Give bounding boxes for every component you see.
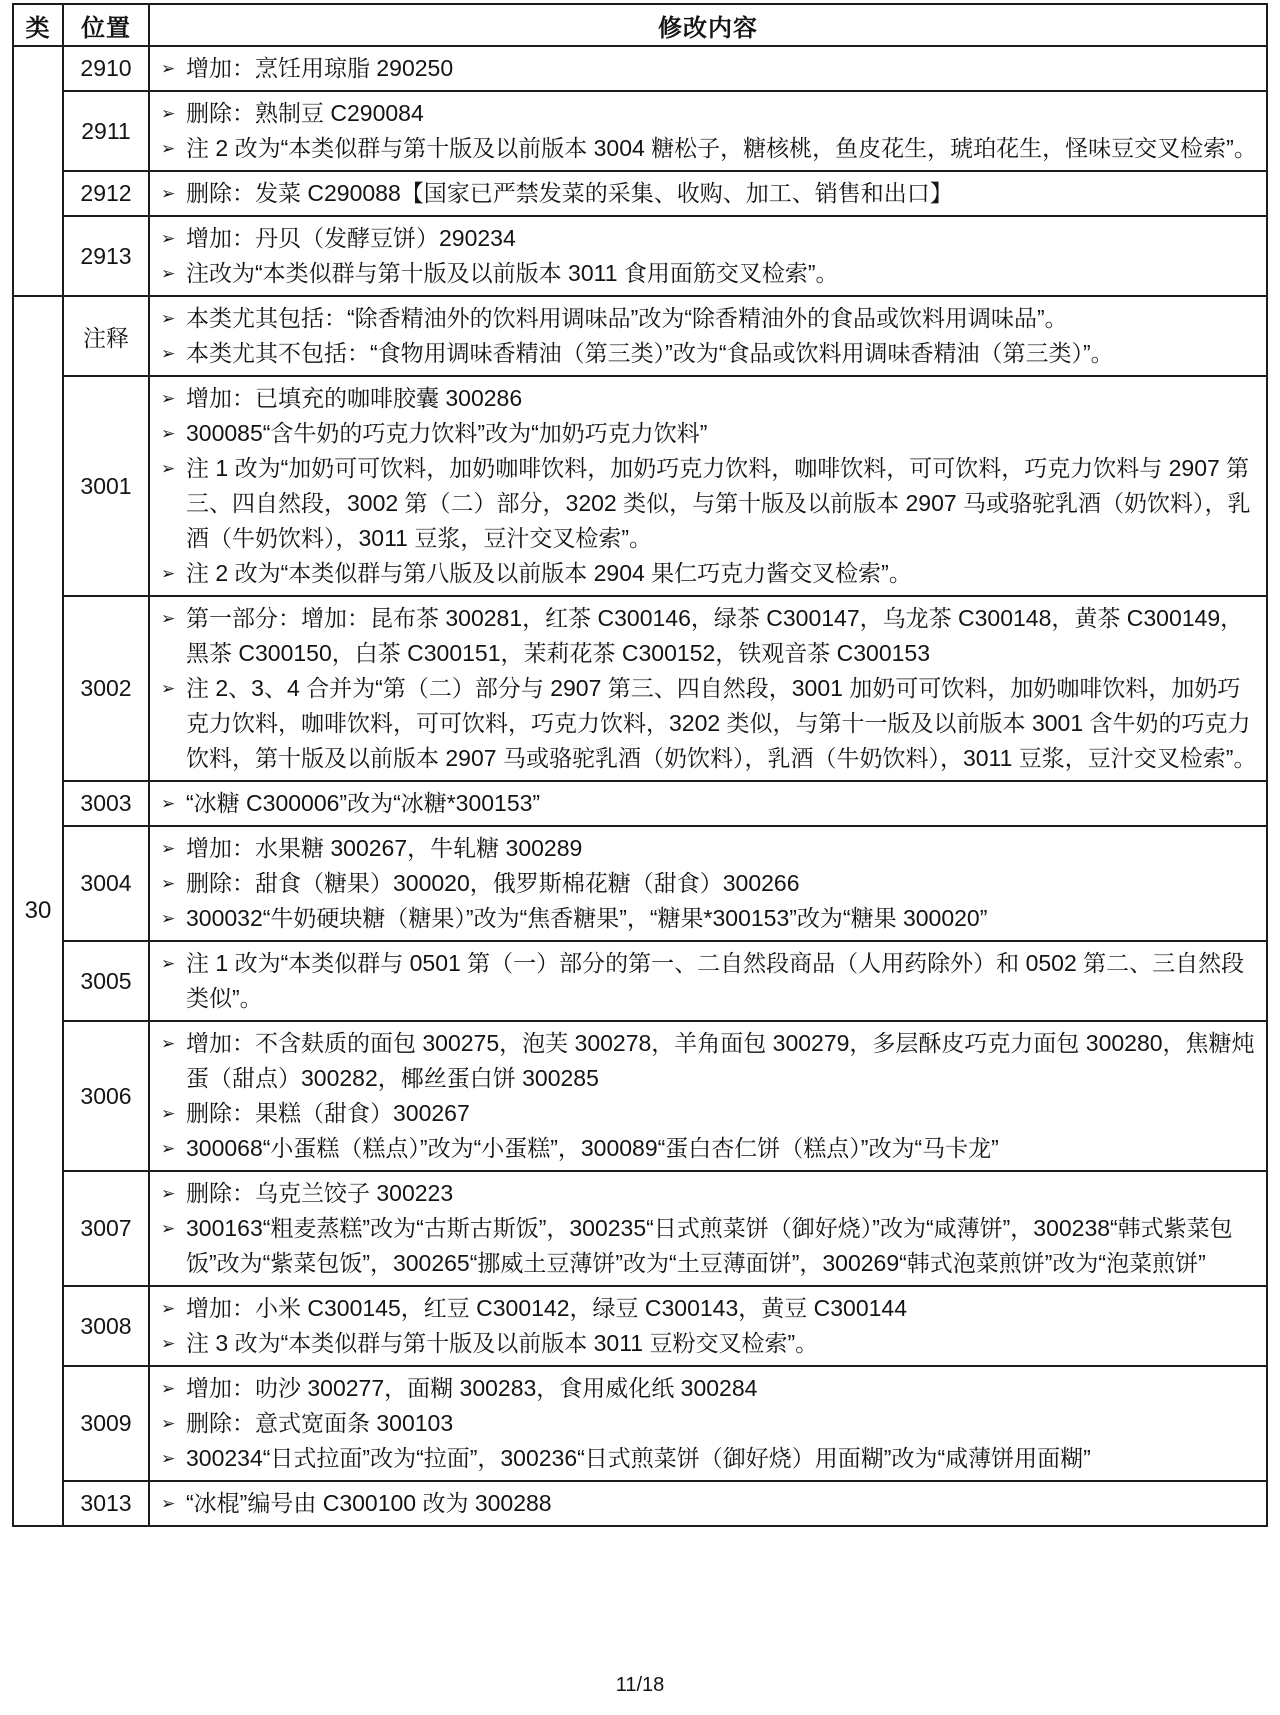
arrow-bullet-icon: ➢: [161, 459, 176, 478]
modification-item: [158, 381, 1258, 416]
modification-item: [158, 96, 1258, 131]
arrow-bullet-icon: ➢: [161, 954, 176, 973]
position-cell: 3005: [63, 941, 149, 1021]
modification-text: 增加：丹贝（发酵豆饼）290234: [186, 225, 516, 251]
arrow-bullet-icon: ➢: [161, 1139, 176, 1158]
table-row: [13, 1481, 1267, 1526]
modification-item: [158, 1441, 1258, 1476]
modification-text: 300068“小蛋糕（糕点）”改为“小蛋糕”，300089“蛋白杏仁饼（糕点）”改为“马卡龙”: [186, 1135, 999, 1161]
arrow-bullet-icon: ➢: [161, 309, 176, 328]
position-cell: 2913: [63, 216, 149, 296]
table-row: [13, 596, 1267, 781]
modification-item: [158, 1211, 1258, 1281]
position-cell: 3007: [63, 1171, 149, 1286]
position-cell: 3006: [63, 1021, 149, 1171]
table-row: [13, 1171, 1267, 1286]
position-cell: 3008: [63, 1286, 149, 1366]
modification-item: [158, 831, 1258, 866]
table-header: [13, 4, 1267, 46]
position-cell: 注释: [63, 296, 149, 376]
arrow-bullet-icon: ➢: [161, 794, 176, 813]
modification-item: [158, 1406, 1258, 1441]
arrow-bullet-icon: ➢: [161, 679, 176, 698]
arrow-bullet-icon: ➢: [161, 1034, 176, 1053]
arrow-bullet-icon: ➢: [161, 1219, 176, 1238]
modification-item: [158, 1026, 1258, 1096]
position-cell: 3009: [63, 1366, 149, 1481]
modification-text: 删除：意式宽面条 300103: [186, 1410, 454, 1436]
arrow-bullet-icon: ➢: [161, 59, 176, 78]
modification-text: 删除：乌克兰饺子 300223: [186, 1180, 454, 1206]
col-header-content: 修改内容: [149, 4, 1267, 46]
table-row: [13, 171, 1267, 216]
content-cell: [149, 216, 1267, 296]
modification-text: 删除：甜食（糖果）300020，俄罗斯棉花糖（甜食）300266: [186, 870, 800, 896]
modification-item: [158, 131, 1258, 166]
arrow-bullet-icon: ➢: [161, 104, 176, 123]
modification-item: [158, 601, 1258, 671]
arrow-bullet-icon: ➢: [161, 609, 176, 628]
modification-item: [158, 901, 1258, 936]
position-cell: 3002: [63, 596, 149, 781]
modification-item: [158, 416, 1258, 451]
page-number: 11/18: [615, 1674, 665, 1696]
modification-item: [158, 946, 1258, 1016]
arrow-bullet-icon: ➢: [161, 909, 176, 928]
modification-item: [158, 1371, 1258, 1406]
content-cell: [149, 1021, 1267, 1171]
modification-text: 本类尤其不包括：“食物用调味香精油（第三类）”改为“食品或饮料用调味香精油（第三类）”。: [186, 340, 1114, 366]
modification-item: [158, 866, 1258, 901]
modification-item: [158, 1486, 1258, 1521]
position-cell: 3004: [63, 826, 149, 941]
table-row: [13, 91, 1267, 171]
modification-text: 注改为“本类似群与第十版及以前版本 3011 食用面筋交叉检索”。: [186, 260, 839, 286]
content-cell: [149, 941, 1267, 1021]
arrow-bullet-icon: ➢: [161, 564, 176, 583]
modification-text: 注 2 改为“本类似群与第十版及以前版本 3004 糖松子，糖核桃，鱼皮花生，琥珀花生，怪味豆交叉检索”。: [186, 135, 1257, 161]
content-cell: [149, 46, 1267, 91]
arrow-bullet-icon: ➢: [161, 264, 176, 283]
modification-text: 300085“含牛奶的巧克力饮料”改为“加奶巧克力饮料”: [186, 420, 708, 446]
arrow-bullet-icon: ➢: [161, 1449, 176, 1468]
arrow-bullet-icon: ➢: [161, 344, 176, 363]
position-cell: 3001: [63, 376, 149, 596]
arrow-bullet-icon: ➢: [161, 1104, 176, 1123]
modification-item: [158, 1096, 1258, 1131]
arrow-bullet-icon: ➢: [161, 1184, 176, 1203]
arrow-bullet-icon: ➢: [161, 1414, 176, 1433]
table-row: [13, 376, 1267, 596]
arrow-bullet-icon: ➢: [161, 1334, 176, 1353]
content-cell: [149, 91, 1267, 171]
modification-item: [158, 451, 1258, 556]
col-header-position: 位置: [63, 4, 149, 46]
modification-text: 增加：水果糖 300267，牛轧糖 300289: [186, 835, 583, 861]
content-cell: [149, 1366, 1267, 1481]
arrow-bullet-icon: ➢: [161, 874, 176, 893]
table-row: [13, 1021, 1267, 1171]
modification-item: [158, 176, 1258, 211]
position-cell: 2910: [63, 46, 149, 91]
modification-text: “冰糖 C300006”改为“冰糖*300153”: [186, 790, 541, 816]
modification-item: [158, 1131, 1258, 1166]
modification-text: 增加：烹饪用琼脂 290250: [186, 55, 454, 81]
table-row: [13, 781, 1267, 826]
class-cell: 30: [13, 296, 63, 1526]
arrow-bullet-icon: ➢: [161, 424, 176, 443]
position-cell: 3003: [63, 781, 149, 826]
header-row: [13, 4, 1267, 46]
modification-text: 增加：不含麸质的面包 300275，泡芙 300278，羊角面包 300279，多层酥皮巧克力面包 300280，焦糖炖蛋（甜点）300282，椰丝蛋白饼 300285: [186, 1030, 1255, 1091]
arrow-bullet-icon: ➢: [161, 229, 176, 248]
modification-text: 第一部分：增加：昆布茶 300281，红茶 C300146，绿茶 C300147，乌龙茶 C300148，黄茶 C300149，黑茶 C300150，白茶 C300151，茉莉花茶 C300152，铁观音茶 C300153: [186, 605, 1244, 666]
content-cell: [149, 1481, 1267, 1526]
modification-text: 注 1 改为“本类似群与 0501 第（一）部分的第一、二自然段商品（人用药除外）和 0502 第二、三自然段类似”。: [186, 950, 1245, 1011]
modification-text: 300032“牛奶硬块糖（糖果）”改为“焦香糖果”，“糖果*300153”改为“糖果 300020”: [186, 905, 988, 931]
modification-text: 注 3 改为“本类似群与第十版及以前版本 3011 豆粉交叉检索”。: [186, 1330, 819, 1356]
table-row: [13, 941, 1267, 1021]
arrow-bullet-icon: ➢: [161, 139, 176, 158]
arrow-bullet-icon: ➢: [161, 1494, 176, 1513]
modification-text: 注 2、3、4 合并为“第（二）部分与 2907 第三、四自然段，3001 加奶可可饮料，加奶咖啡饮料，加奶巧克力饮料，咖啡饮料，可可饮料，巧克力饮料，3202 类似，与第十一版及以前版本 3001 含牛奶的巧克力饮料，第十版及以前版本 2907 马或骆驼乳酒（奶饮料），乳酒（牛奶饮料），3011 豆浆，豆汁交叉检索”。: [186, 675, 1257, 771]
modification-text: 增加：已填充的咖啡胶囊 300286: [186, 385, 523, 411]
modification-text: 删除：发菜 C290088【国家已严禁发菜的采集、收购、加工、销售和出口】: [186, 180, 953, 206]
modification-item: [158, 671, 1258, 776]
modification-item: [158, 1291, 1258, 1326]
modification-item: [158, 786, 1258, 821]
table-row: [13, 1366, 1267, 1481]
modification-item: [158, 221, 1258, 256]
modification-text: 注 1 改为“加奶可可饮料，加奶咖啡饮料，加奶巧克力饮料，咖啡饮料，可可饮料，巧克力饮料与 2907 第三、四自然段，3002 第（二）部分，3202 类似，与第十版及以前版本 2907 马或骆驼乳酒（奶饮料），乳酒（牛奶饮料），3011 豆浆，豆汁交叉检索”。: [186, 455, 1251, 551]
modification-text: 300234“日式拉面”改为“拉面”，300236“日式煎菜饼（御好烧）用面糊”改为“咸薄饼用面糊”: [186, 1445, 1091, 1471]
arrow-bullet-icon: ➢: [161, 1379, 176, 1398]
table-row: [13, 1286, 1267, 1366]
modification-table: [12, 3, 1268, 1527]
modification-text: 注 2 改为“本类似群与第八版及以前版本 2904 果仁巧克力酱交叉检索”。: [186, 560, 912, 586]
modification-text: 删除：熟制豆 C290084: [186, 100, 424, 126]
table-row: [13, 296, 1267, 376]
modification-text: 增加：叻沙 300277，面糊 300283，食用威化纸 300284: [186, 1375, 758, 1401]
table-row: [13, 826, 1267, 941]
arrow-bullet-icon: ➢: [161, 389, 176, 408]
table-row: [13, 46, 1267, 91]
modification-item: [158, 256, 1258, 291]
modification-item: [158, 336, 1258, 371]
modification-item: [158, 1176, 1258, 1211]
content-cell: [149, 596, 1267, 781]
content-cell: [149, 1286, 1267, 1366]
position-cell: 3013: [63, 1481, 149, 1526]
content-cell: [149, 1171, 1267, 1286]
content-cell: [149, 171, 1267, 216]
modification-item: [158, 556, 1258, 591]
content-cell: [149, 826, 1267, 941]
table-body: [13, 46, 1267, 1526]
arrow-bullet-icon: ➢: [161, 184, 176, 203]
modification-item: [158, 301, 1258, 336]
content-cell: [149, 376, 1267, 596]
position-cell: 2912: [63, 171, 149, 216]
content-cell: [149, 296, 1267, 376]
modification-text: 300163“粗麦蒸糕”改为“古斯古斯饭”，300235“日式煎菜饼（御好烧）”改为“咸薄饼”，300238“韩式紫菜包饭”改为“紫菜包饭”，300265“挪威土豆薄饼”改为“土豆薄面饼”，300269“韩式泡菜煎饼”改为“泡菜煎饼”: [186, 1215, 1233, 1276]
content-cell: [149, 781, 1267, 826]
modification-item: [158, 51, 1258, 86]
class-cell: [13, 46, 63, 296]
modification-text: “冰棍”编号由 C300100 改为 300288: [186, 1490, 552, 1516]
arrow-bullet-icon: ➢: [161, 1299, 176, 1318]
arrow-bullet-icon: ➢: [161, 839, 176, 858]
modification-text: 增加：小米 C300145，红豆 C300142，绿豆 C300143，黄豆 C300144: [186, 1295, 907, 1321]
col-header-class: 类: [13, 4, 63, 46]
modification-text: 删除：果糕（甜食）300267: [186, 1100, 470, 1126]
modification-text: 本类尤其包括：“除香精油外的饮料用调味品”改为“除香精油外的食品或饮料用调味品”。: [186, 305, 1068, 331]
position-cell: 2911: [63, 91, 149, 171]
table-row: [13, 216, 1267, 296]
modification-item: [158, 1326, 1258, 1361]
